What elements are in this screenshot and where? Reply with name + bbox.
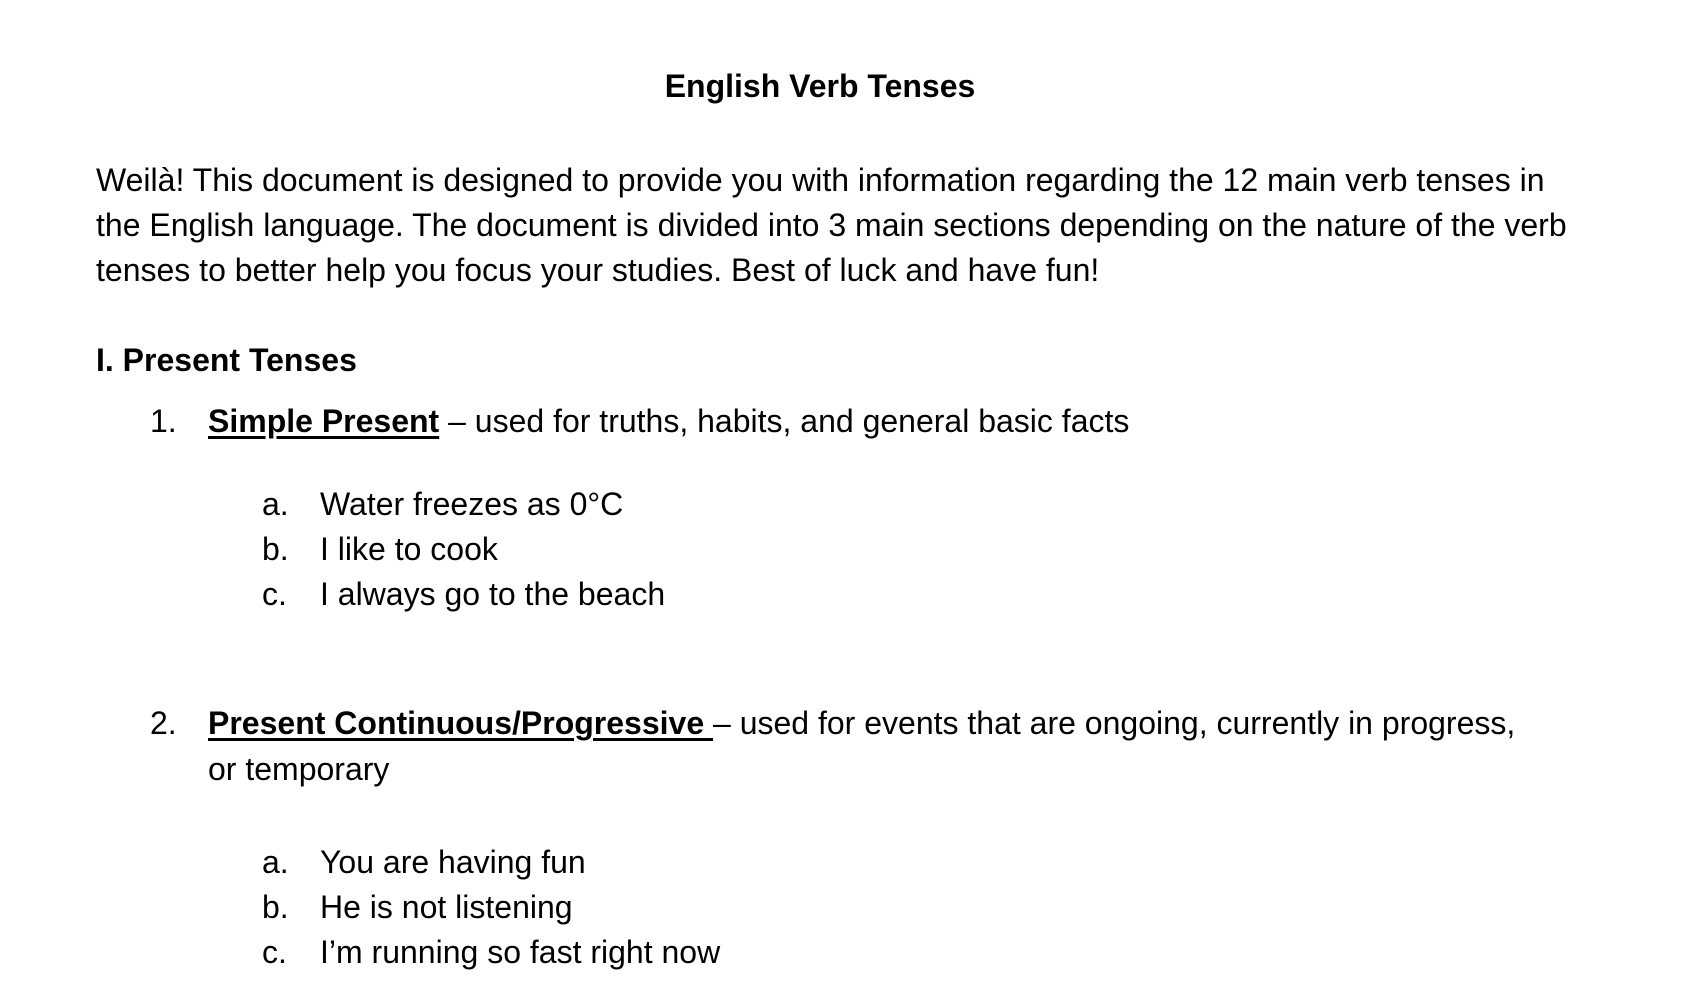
list-item-text: I’m running so fast right now [320,934,721,970]
list-item-letter: c. [262,934,287,970]
tense-body [208,398,1550,444]
tense-description: – used for events that are ongoing, currently in progress, or temporary [208,705,1516,787]
tense-present-continuous [150,700,1550,792]
list-item [262,840,720,885]
list-item-letter: b. [262,889,289,925]
tense-number: 1. [150,403,177,439]
list-item-text: He is not listening [320,889,573,925]
document-title: English Verb Tenses [664,68,976,104]
section-heading-present: I. Present Tenses [96,342,357,378]
tense-body [208,700,1550,792]
tense-description: – used for truths, habits, and general basic facts [439,403,1130,439]
tense-term: Simple Present [208,403,440,439]
list-item-text: Water freezes as 0°C [320,486,624,522]
tense-simple-present [150,398,1550,444]
tense-number: 2. [150,705,177,741]
tense-term: Present Continuous/Progressive [208,705,714,741]
list-item [262,885,720,930]
list-item [262,527,665,572]
list-item-letter: c. [262,576,287,612]
list-item-letter: b. [262,531,289,567]
list-item-text: You are having fun [320,844,586,880]
examples-list-present-continuous [262,840,720,975]
list-item [262,572,665,617]
examples-list-simple-present [262,482,665,617]
intro-paragraph: Weilà! This document is designed to provide you with information regarding the 12 main verb tenses in the English language. The document is divided into 3 main sections depending on the nature of the verb tenses to better help you focus your studies. Best of luck and have fun! [96,162,1567,288]
list-item-text: I like to cook [320,531,498,567]
list-item-letter: a. [262,486,289,522]
list-item-letter: a. [262,844,289,880]
list-item [262,482,665,527]
list-item-text: I always go to the beach [320,576,666,612]
list-item [262,930,720,975]
